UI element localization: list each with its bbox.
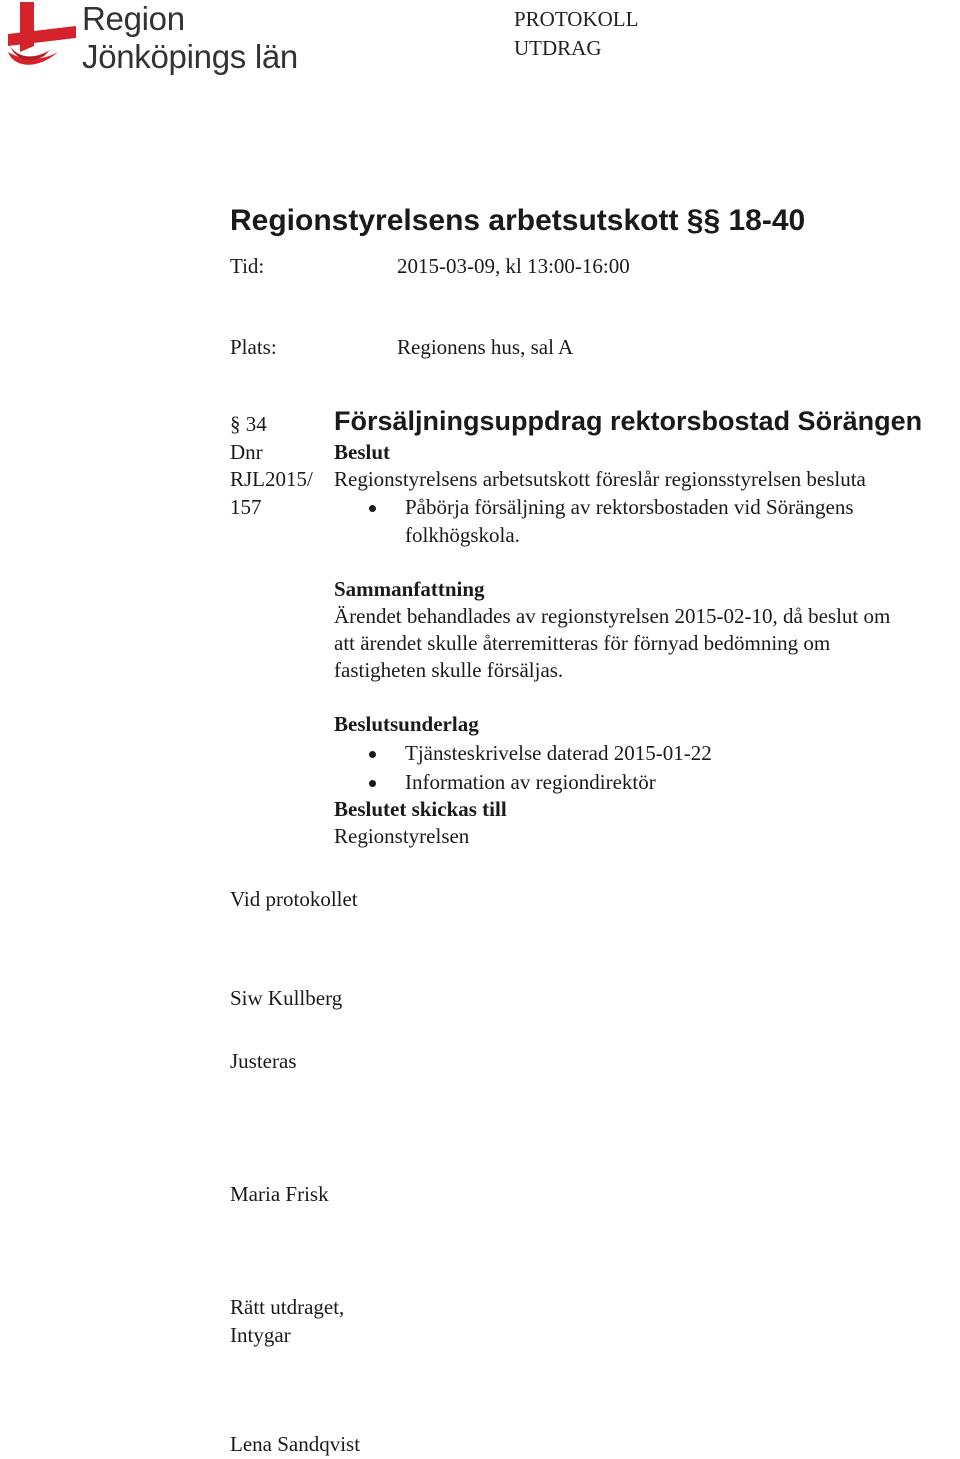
dnr-label: Dnr [230,440,263,464]
summary-heading: Sammanfattning [334,577,485,601]
basis-bullet-2: Information av regiondirektör [405,770,656,794]
dnr-number-line1: RJL2015/ [230,467,313,491]
sent-to-value: Regionstyrelsen [334,824,470,848]
summary-line-3: fastigheten skulle försäljas. [334,658,564,682]
adjuster-name: Maria Frisk [230,1182,329,1206]
item-title: Försäljningsuppdrag rektorsbostad Sörängen [334,406,923,436]
sent-to-heading: Beslutet skickas till [334,797,507,821]
decision-heading: Beslut [334,440,391,464]
intygar-label: Intygar [230,1323,291,1347]
region-logo [4,0,314,80]
bullet-icon [369,780,376,787]
page-title: Regionstyrelsens arbetsutskott §§ 18-40 [230,204,806,237]
decision-bullet-line2: folkhögskola. [405,523,520,547]
doc-type-extract: UTDRAG [514,36,602,60]
basis-bullet-1: Tjänsteskrivelse daterad 2015-01-22 [405,741,712,765]
justeras-label: Justeras [230,1049,297,1073]
dnr-number-line2: 157 [230,495,262,519]
certifier-name: Lena Sandqvist [230,1432,361,1456]
vid-protokollet-label: Vid protokollet [230,887,358,911]
paragraph-number: § 34 [230,412,267,436]
logo-line-county: Jönköpings län [82,38,298,75]
summary-line-2: att ärendet skulle återremitteras för förnyad bedömning om [334,631,831,655]
place-label: Plats: [230,335,277,359]
ratt-utdraget-label: Rätt utdraget, [230,1295,345,1319]
basis-heading: Beslutsunderlag [334,712,479,736]
bullet-icon [369,505,376,512]
bullet-icon [369,751,376,758]
place-value: Regionens hus, sal A [397,335,574,359]
time-label: Tid: [230,254,265,278]
secretary-name: Siw Kullberg [230,986,343,1010]
decision-bullet-line1: Påbörja försäljning av rektorsbostaden vid Sörängens [405,495,854,519]
doc-type-protocol: PROTOKOLL [514,7,639,31]
summary-line-1: Ärendet behandlades av regionstyrelsen 2015-02-10, då beslut om [334,604,891,628]
region-cross-icon [4,0,80,72]
decision-text: Regionstyrelsens arbetsutskott föreslår regionsstyrelsen besluta [334,467,866,491]
logo-line-region: Region [82,0,185,37]
time-value: 2015-03-09, kl 13:00-16:00 [397,254,630,278]
